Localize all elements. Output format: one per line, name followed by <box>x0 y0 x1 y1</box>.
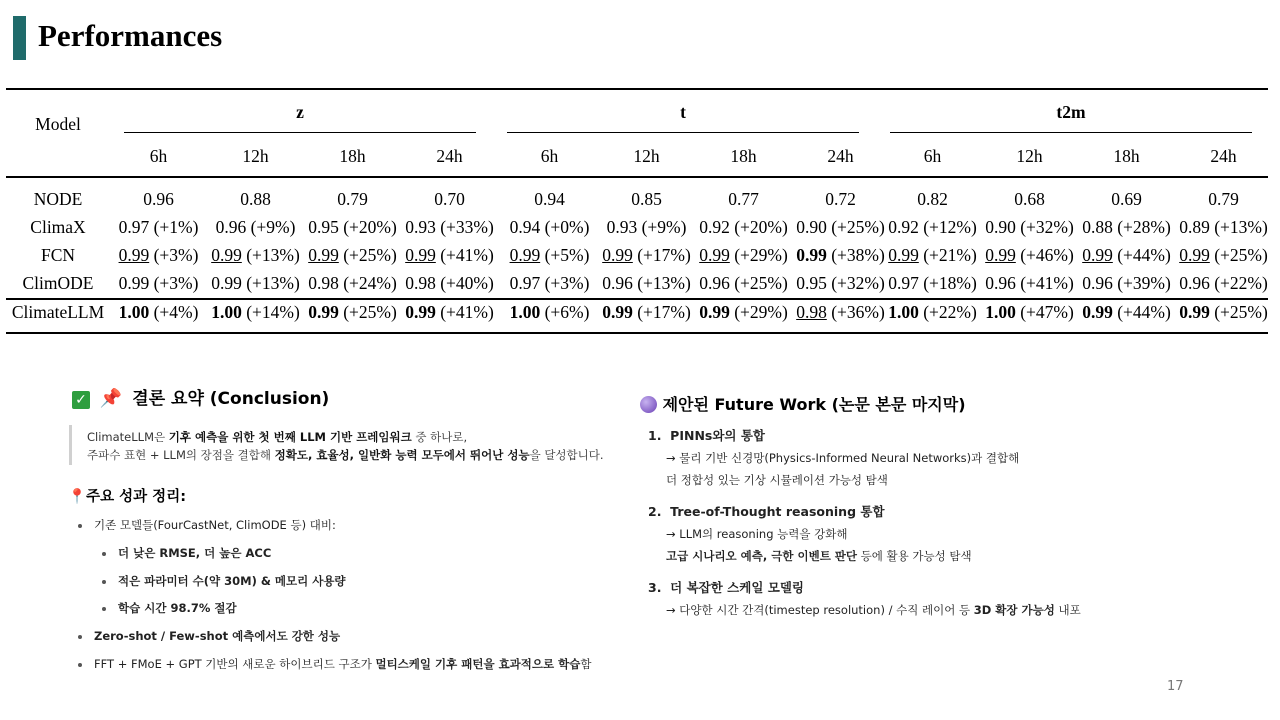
cell-value: 0.72 <box>825 189 856 209</box>
row-model-name: ClimateLLM <box>11 302 105 322</box>
cell-value: 0.99 <box>405 245 436 265</box>
table-cell <box>497 217 602 238</box>
table-cell <box>691 273 796 294</box>
cell-value: 0.97 <box>509 273 541 293</box>
cell-gain: (+3%) <box>544 273 590 293</box>
cell-value: 0.97 <box>118 217 150 237</box>
cell-value: 0.85 <box>631 189 662 209</box>
table-cell <box>300 273 405 294</box>
table-cell <box>300 189 405 210</box>
future-item-3-num: 3. <box>648 580 662 595</box>
table-cell <box>1074 273 1179 294</box>
table-cell <box>594 273 699 294</box>
future-item-1-line-2: 더 정합성 있는 기상 시뮬레이션 가능성 탐색 <box>666 473 888 487</box>
conclusion-line-2-c: 을 달성합니다. <box>529 448 604 462</box>
future-work-heading <box>640 392 966 415</box>
cell-value: 0.90 <box>796 217 827 237</box>
list-sub-item <box>102 545 271 561</box>
cell-value: 0.98 <box>308 273 339 293</box>
future-item-1-title <box>648 426 765 444</box>
cell-value: 0.97 <box>888 273 919 293</box>
round-pushpin-icon: 📍 <box>68 489 87 505</box>
table-cell <box>788 302 893 323</box>
table-cell <box>880 273 985 294</box>
cell-gain: (+3%) <box>153 245 199 265</box>
cell-gain: (+9%) <box>250 217 296 237</box>
cell-value: 0.95 <box>796 273 827 293</box>
group-header-z: z <box>296 102 304 122</box>
horizon-header: 12h <box>242 146 269 166</box>
table-cell <box>788 273 893 294</box>
cell-gain: (+32%) <box>1020 217 1074 237</box>
cell-value: 0.95 <box>308 217 339 237</box>
list-sub-item <box>102 600 237 616</box>
table-cell <box>1171 273 1276 294</box>
table-cell <box>203 189 308 210</box>
cell-value: 0.96 <box>602 273 633 293</box>
cell-value: 0.94 <box>509 217 541 237</box>
cell-value: 0.93 <box>405 217 436 237</box>
cell-value: 1.00 <box>888 302 919 322</box>
horizon-header: 18h <box>1113 146 1140 166</box>
future-item-2-line-2-bold: 고급 시나리오 예측, 극한 이벤트 판단 <box>666 549 858 563</box>
table-cell <box>880 245 985 266</box>
cell-gain: (+22%) <box>923 302 977 322</box>
conclusion-line-1-a: ClimateLLM은 <box>87 430 169 444</box>
list-item-text-b: 멀티스케일 기후 패턴을 효과적으로 학습 <box>375 657 581 671</box>
cell-value: 0.98 <box>796 302 827 322</box>
cell-value: 0.99 <box>1082 245 1113 265</box>
future-item-2-line-2-rest: 등에 활용 가능성 탐색 <box>857 549 972 563</box>
list-sub-item-text: 학습 시간 98.7% 절감 <box>118 601 237 615</box>
group-underline-t2m <box>890 132 1252 133</box>
cell-gain: (+25%) <box>1214 302 1268 322</box>
row-model-name: FCN <box>40 245 76 265</box>
table-cell <box>497 302 602 323</box>
cell-value: 0.79 <box>1208 189 1239 209</box>
cell-gain: (+14%) <box>246 302 300 322</box>
future-item-3-line-1-a: → 다양한 시간 간격(timestep resolution) / 수직 레이어 등 <box>666 603 974 617</box>
horizon-header: 24h <box>827 146 854 166</box>
future-item-3-line-1-b: 3D 확장 가능성 <box>973 603 1055 617</box>
future-item-2-line-2 <box>666 548 972 564</box>
table-cell <box>691 245 796 266</box>
cell-gain: (+39%) <box>1117 273 1171 293</box>
cell-gain: (+13%) <box>1214 217 1268 237</box>
table-cell <box>300 245 405 266</box>
cell-gain: (+25%) <box>343 302 397 322</box>
check-mark-icon: ✓ <box>72 391 90 409</box>
cell-value: 0.90 <box>985 217 1016 237</box>
table-cell <box>106 302 211 323</box>
cell-value: 0.99 <box>118 245 150 265</box>
list-item-text-a: FFT + FMoE + GPT 기반의 새로운 하이브리드 구조가 <box>94 657 376 671</box>
table-separator-rule <box>6 298 1268 300</box>
cell-gain: (+13%) <box>637 273 691 293</box>
table-cell <box>1171 189 1276 210</box>
table-cell <box>397 302 502 323</box>
cell-value: 0.79 <box>337 189 368 209</box>
title-accent-bar <box>13 16 26 60</box>
group-header-t: t <box>680 102 686 122</box>
horizon-header: 12h <box>633 146 660 166</box>
table-cell <box>691 189 796 210</box>
cell-gain: (+5%) <box>544 245 590 265</box>
cell-gain: (+41%) <box>440 245 494 265</box>
table-cell <box>594 189 699 210</box>
conclusion-heading-text: 결론 요약 (Conclusion) <box>132 389 330 409</box>
horizon-header: 18h <box>730 146 757 166</box>
future-item-2-title <box>648 502 885 520</box>
conclusion-line-2-b: 정확도, 효율성, 일반화 능력 모두에서 뛰어난 성능 <box>274 448 530 462</box>
cell-value: 0.94 <box>534 189 565 209</box>
table-cell <box>594 217 699 238</box>
cell-value: 1.00 <box>211 302 242 322</box>
table-cell <box>977 217 1082 238</box>
conclusion-line-1-c: 중 하나로, <box>411 430 468 444</box>
future-item-3-title-text: 더 복잡한 스케일 모델링 <box>670 580 804 595</box>
cell-value: 1.00 <box>118 302 150 322</box>
horizon-header: 24h <box>1210 146 1237 166</box>
conclusion-line-2-a: 주파수 표현 + LLM의 장점을 결합해 <box>87 448 275 462</box>
table-cell <box>1074 302 1179 323</box>
table-cell <box>977 302 1082 323</box>
cell-value: 0.88 <box>1082 217 1113 237</box>
cell-value: 0.99 <box>308 302 339 322</box>
future-item-1-line-1: → 물리 기반 신경망(Physics-Informed Neural Networks)과 결합해 <box>666 451 1020 465</box>
list-item-text: 기존 모델들(FourCastNet, ClimODE 등) 대비: <box>94 518 336 532</box>
cell-gain: (+17%) <box>637 245 691 265</box>
table-cell <box>691 302 796 323</box>
table-cell <box>300 302 405 323</box>
cell-gain: (+38%) <box>831 245 885 265</box>
horizon-header: 24h <box>436 146 463 166</box>
table-cell <box>203 273 308 294</box>
table-header-rule <box>6 176 1268 178</box>
table-cell <box>1074 217 1179 238</box>
cell-value: 0.93 <box>606 217 638 237</box>
cell-value: 0.99 <box>308 245 339 265</box>
cell-gain: (+22%) <box>1214 273 1268 293</box>
cell-gain: (+13%) <box>246 273 300 293</box>
cell-gain: (+44%) <box>1117 245 1171 265</box>
cell-value: 0.96 <box>699 273 730 293</box>
list-item <box>78 656 591 672</box>
cell-gain: (+25%) <box>1214 245 1268 265</box>
page-number: 17 <box>1167 679 1184 694</box>
conclusion-line-1-b: 기후 예측을 위한 첫 번째 LLM 기반 프레임워크 <box>168 430 412 444</box>
table-cell <box>977 273 1082 294</box>
cell-value: 0.99 <box>1082 302 1113 322</box>
future-item-2-line-1: → LLM의 reasoning 능력을 강화해 <box>666 527 848 541</box>
group-underline-z <box>124 132 476 133</box>
cell-gain: (+18%) <box>923 273 977 293</box>
cell-value: 0.99 <box>509 245 541 265</box>
cell-value: 0.99 <box>699 245 730 265</box>
list-sub-item-text: 더 낮은 RMSE, 더 높은 ACC <box>118 546 272 560</box>
cell-gain: (+12%) <box>923 217 977 237</box>
table-cell <box>106 217 211 238</box>
table-cell <box>1171 245 1276 266</box>
cell-gain: (+25%) <box>831 217 885 237</box>
cell-value: 0.92 <box>888 217 919 237</box>
table-cell <box>203 302 308 323</box>
cell-gain: (+47%) <box>1020 302 1074 322</box>
cell-value: 0.99 <box>985 245 1016 265</box>
cell-value: 0.99 <box>602 245 633 265</box>
horizon-header: 6h <box>540 146 559 166</box>
cell-gain: (+40%) <box>440 273 494 293</box>
cell-gain: (+25%) <box>343 245 397 265</box>
conclusion-line-2 <box>87 447 604 463</box>
cell-value: 0.92 <box>699 217 730 237</box>
model-header: Model <box>35 114 81 134</box>
results-heading <box>68 485 186 506</box>
table-top-rule <box>6 88 1268 90</box>
cell-value: 0.96 <box>1082 273 1113 293</box>
future-work-heading-text: 제안된 Future Work (논문 본문 마지막) <box>662 395 966 414</box>
cell-gain: (+21%) <box>923 245 977 265</box>
table-cell <box>106 189 211 210</box>
cell-gain: (+29%) <box>734 245 788 265</box>
cell-gain: (+44%) <box>1117 302 1171 322</box>
list-sub-item-text: 적은 파라미터 수(약 30M) & 메모리 사용량 <box>118 574 346 588</box>
cell-value: 0.96 <box>143 189 174 209</box>
conclusion-heading <box>72 384 329 409</box>
cell-gain: (+20%) <box>734 217 788 237</box>
cell-gain: (+9%) <box>641 217 687 237</box>
table-cell <box>203 245 308 266</box>
row-model-name: ClimODE <box>22 273 94 293</box>
row-model-name: ClimaX <box>30 217 86 237</box>
cell-value: 0.96 <box>1179 273 1210 293</box>
list-item <box>78 628 340 644</box>
cell-gain: (+28%) <box>1117 217 1171 237</box>
cell-value: 0.99 <box>1179 302 1210 322</box>
cell-gain: (+33%) <box>440 217 494 237</box>
cell-value: 0.68 <box>1014 189 1045 209</box>
horizon-header: 18h <box>339 146 366 166</box>
cell-value: 0.96 <box>985 273 1016 293</box>
cell-value: 0.82 <box>917 189 948 209</box>
cell-value: 0.99 <box>211 245 242 265</box>
conclusion-line-1 <box>87 429 467 445</box>
cell-gain: (+17%) <box>637 302 691 322</box>
horizon-header: 12h <box>1016 146 1043 166</box>
list-item-text-c: 함 <box>580 657 592 671</box>
table-cell <box>691 217 796 238</box>
cell-value: 0.99 <box>211 273 242 293</box>
cell-gain: (+20%) <box>343 217 397 237</box>
cell-value: 0.99 <box>1179 245 1210 265</box>
cell-gain: (+46%) <box>1020 245 1074 265</box>
table-cell <box>497 189 602 210</box>
table-cell <box>1074 189 1179 210</box>
cell-value: 0.99 <box>699 302 730 322</box>
cell-gain: (+41%) <box>1020 273 1074 293</box>
cell-value: 1.00 <box>509 302 541 322</box>
table-cell <box>106 245 211 266</box>
horizon-header: 6h <box>923 146 942 166</box>
cell-gain: (+0%) <box>544 217 590 237</box>
table-cell <box>497 245 602 266</box>
cell-value: 0.99 <box>405 302 436 322</box>
pushpin-icon: 📌 <box>99 388 123 409</box>
table-cell <box>788 217 893 238</box>
table-cell <box>106 273 211 294</box>
future-item-3-line-1 <box>666 602 1081 618</box>
future-item-3-line-1-c: 내포 <box>1054 603 1081 617</box>
cell-value: 1.00 <box>985 302 1016 322</box>
row-model-name: NODE <box>33 189 83 209</box>
table-cell <box>788 189 893 210</box>
table-cell <box>880 302 985 323</box>
table-cell <box>397 189 502 210</box>
cell-value: 0.96 <box>215 217 247 237</box>
cell-value: 0.77 <box>728 189 759 209</box>
group-underline-t <box>507 132 859 133</box>
cell-value: 0.99 <box>602 302 633 322</box>
list-item-text: Zero-shot / Few-shot 예측에서도 강한 성능 <box>94 629 341 643</box>
future-item-1-title-text: PINNs와의 통합 <box>670 428 765 443</box>
table-cell <box>880 189 985 210</box>
cell-value: 0.99 <box>118 273 150 293</box>
table-cell <box>497 273 602 294</box>
table-cell <box>397 245 502 266</box>
future-item-2-num: 2. <box>648 504 662 519</box>
table-cell <box>1171 302 1276 323</box>
cell-gain: (+25%) <box>734 273 788 293</box>
table-cell <box>594 302 699 323</box>
cell-gain: (+36%) <box>831 302 885 322</box>
list-sub-item <box>102 573 346 589</box>
table-cell <box>880 217 985 238</box>
cell-value: 0.69 <box>1111 189 1142 209</box>
cell-gain: (+4%) <box>153 302 199 322</box>
cell-gain: (+6%) <box>544 302 590 322</box>
cell-value: 0.99 <box>888 245 919 265</box>
results-heading-text: 주요 성과 정리: <box>86 489 186 505</box>
future-item-3-title <box>648 578 804 596</box>
cell-gain: (+3%) <box>153 273 199 293</box>
future-item-2-title-text: Tree-of-Thought reasoning 통합 <box>670 504 885 519</box>
cell-gain: (+41%) <box>440 302 494 322</box>
cell-value: 0.99 <box>796 245 827 265</box>
quote-bar <box>69 425 72 465</box>
list-item <box>78 517 336 533</box>
cell-gain: (+29%) <box>734 302 788 322</box>
table-cell <box>594 245 699 266</box>
table-bottom-rule <box>6 332 1268 334</box>
cell-value: 0.88 <box>240 189 271 209</box>
slide-title: Performances <box>38 18 223 53</box>
table-cell <box>397 273 502 294</box>
cell-gain: (+13%) <box>246 245 300 265</box>
cell-value: 0.98 <box>405 273 436 293</box>
future-item-1-num: 1. <box>648 428 662 443</box>
cell-gain: (+1%) <box>153 217 199 237</box>
table-cell <box>977 245 1082 266</box>
table-cell <box>300 217 405 238</box>
table-cell <box>1171 217 1276 238</box>
group-header-t2m: t2m <box>1056 102 1086 122</box>
table-cell <box>203 217 308 238</box>
horizon-header: 6h <box>149 146 168 166</box>
cell-gain: (+32%) <box>831 273 885 293</box>
table-cell <box>788 245 893 266</box>
crystal-ball-icon <box>640 396 657 413</box>
table-cell <box>397 217 502 238</box>
table-cell <box>977 189 1082 210</box>
table-cell <box>1074 245 1179 266</box>
cell-gain: (+24%) <box>343 273 397 293</box>
cell-value: 0.70 <box>434 189 465 209</box>
cell-value: 0.89 <box>1179 217 1210 237</box>
